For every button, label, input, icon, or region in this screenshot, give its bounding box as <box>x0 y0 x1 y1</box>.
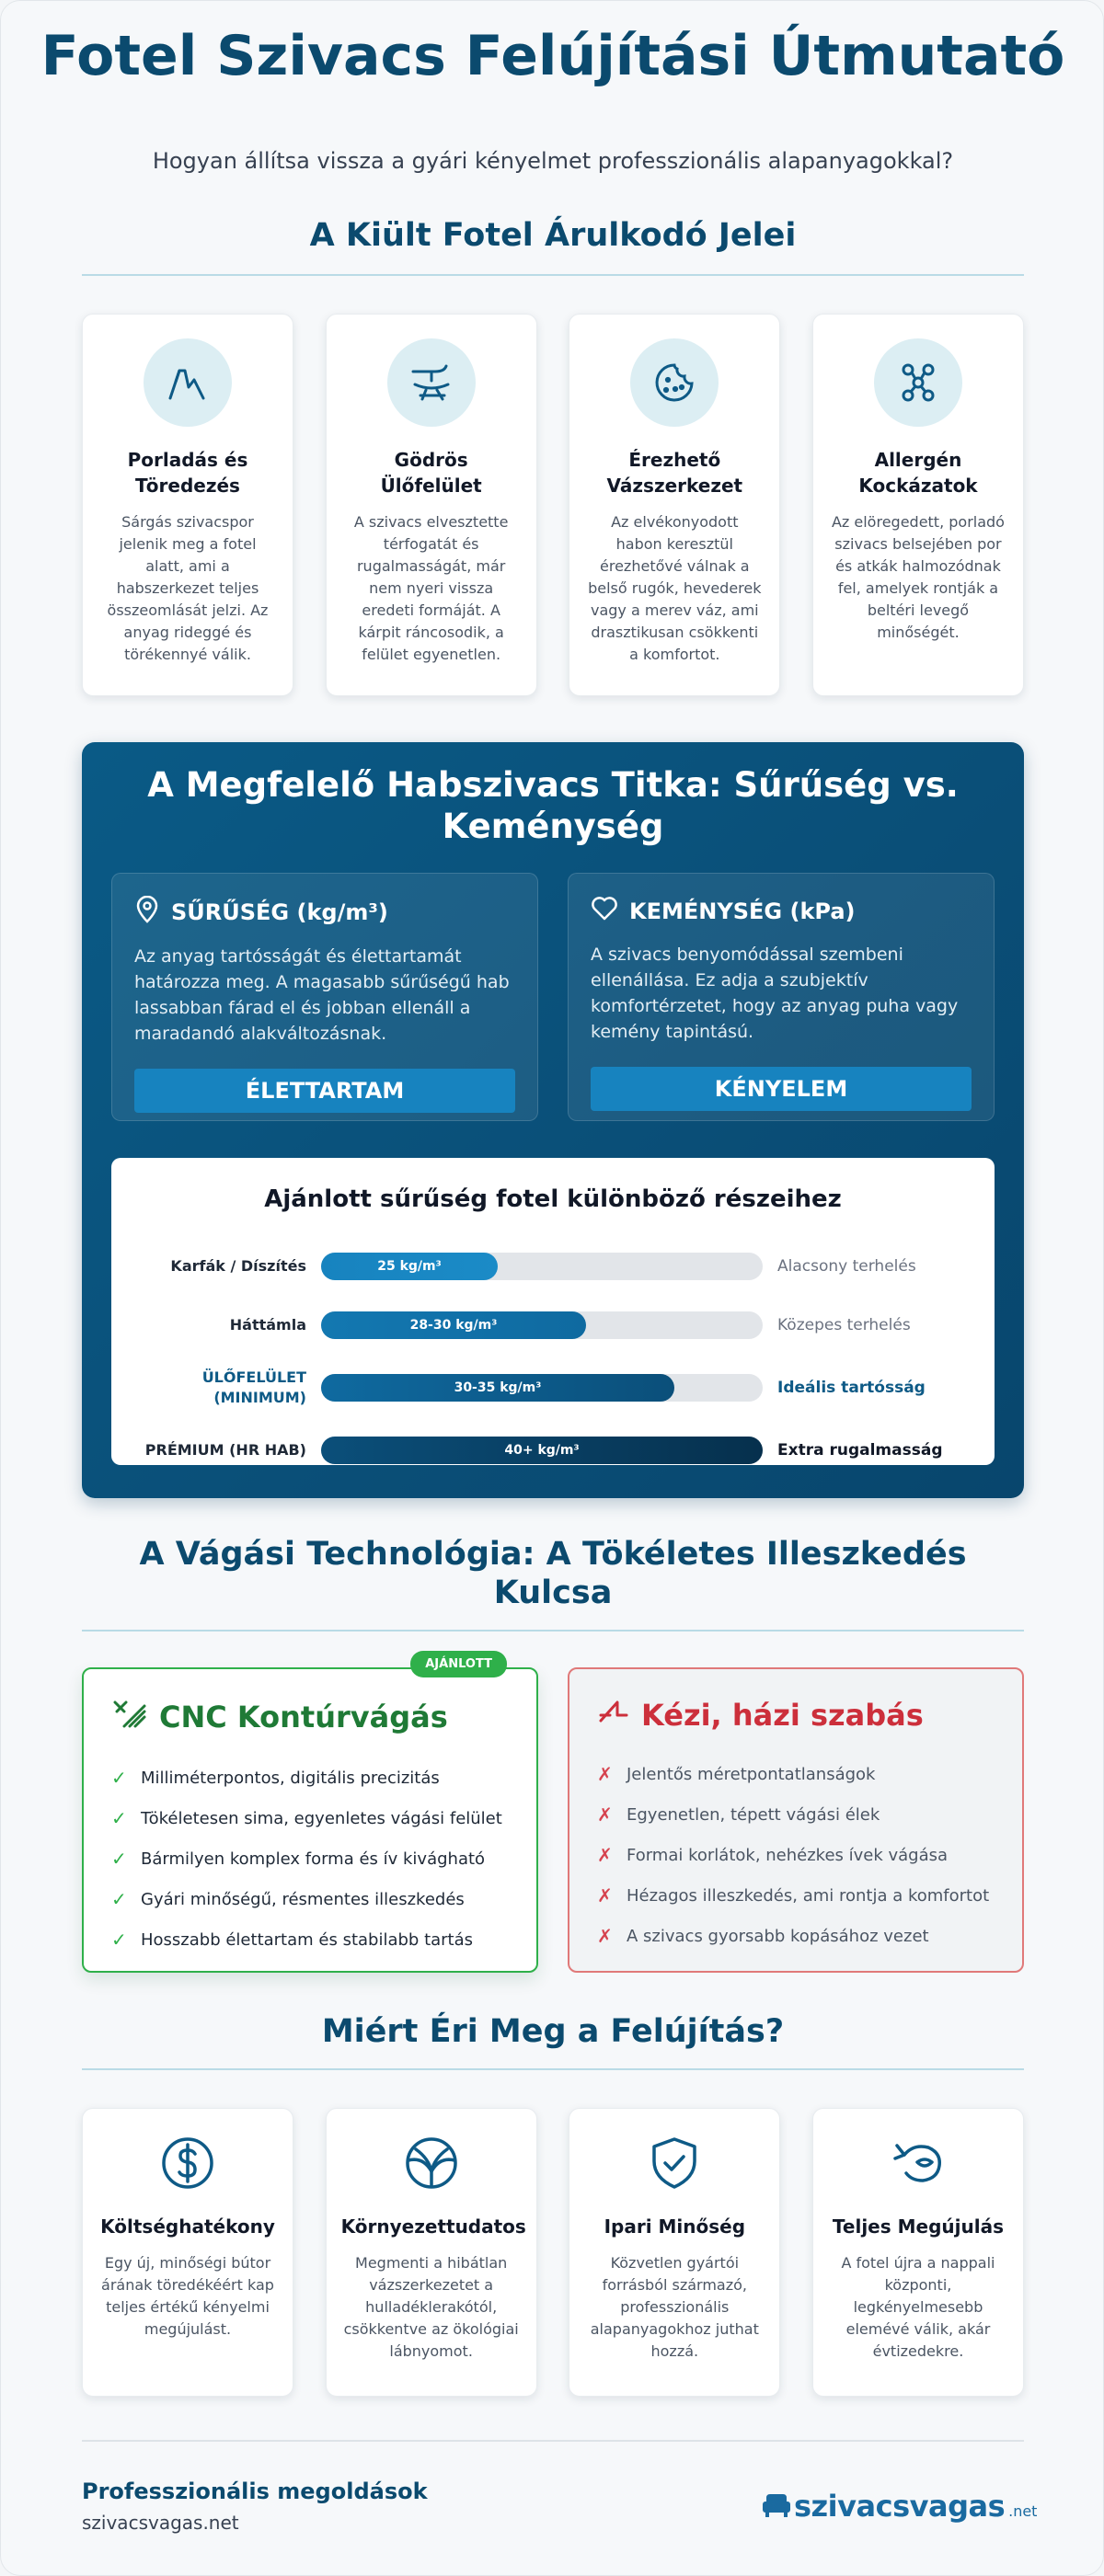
logo-tld: .net <box>1008 2502 1038 2520</box>
recommendation-panel <box>111 1158 995 1465</box>
list-item <box>597 1835 995 1875</box>
benefit-card-eco <box>326 2108 537 2397</box>
signs-cards <box>82 314 1024 696</box>
sign-card-text: A szivacs elvesztette térfogatát és rugalmasságát, már nem nyeri vissza eredeti formáját. A kárpit ráncosodik, a felület egyenetlen. <box>353 513 509 663</box>
manual-cutting-card <box>568 1667 1024 1973</box>
brand-logo[interactable] <box>763 2490 1037 2522</box>
recommendation-row <box>111 1241 995 1292</box>
list-item <box>111 1838 509 1879</box>
page-subtitle: Hogyan állítsa vissza a gyári kényelmet professzionális alapanyagokkal? <box>152 148 954 174</box>
cross-icon: ✗ <box>597 1925 613 1947</box>
check-icon: ✓ <box>111 1929 127 1951</box>
benefit-title: Környezettudatos <box>340 2215 526 2238</box>
sagging-seat-icon <box>387 338 476 427</box>
list-item-text: Hézagos illeszkedés, ami rontja a komfortot <box>627 1885 990 1906</box>
list-item-text: Hosszabb élettartam és stabilabb tartás <box>141 1929 474 1950</box>
benefit-card-cost <box>82 2108 293 2397</box>
check-icon: ✓ <box>111 1888 127 1910</box>
recommendation-label: Karfák / Díszítés <box>170 1257 306 1275</box>
sign-card-allergen <box>812 314 1024 696</box>
sign-card-text: Az elöregedett, porladó szivacs belsejében por és atkák halmozódnak fel, amelyek rontják a beltéri levegő minőségét. <box>831 513 1005 641</box>
benefits-cards <box>82 2108 1024 2397</box>
density-section <box>82 742 1024 1498</box>
recommendation-row <box>111 1299 995 1351</box>
recommendation-title: Ajánlott sűrűség fotel különböző részeihez <box>264 1185 842 1213</box>
footer-divider <box>82 2440 1024 2442</box>
recommendation-note: Ideális tartósság <box>777 1379 926 1397</box>
recommendation-note: Alacsony terhelés <box>777 1257 916 1276</box>
check-icon: ✓ <box>111 1767 127 1789</box>
sign-card-title: Porladás és Töredezés <box>127 449 248 497</box>
list-item <box>111 1919 509 1960</box>
check-icon: ✓ <box>111 1848 127 1870</box>
list-item <box>597 1754 995 1794</box>
signs-divider <box>82 274 1024 276</box>
recommendation-bar: 40+ kg/m³ <box>321 1437 763 1464</box>
sign-card-frame <box>569 314 780 696</box>
recommendation-label: Háttámla <box>229 1316 306 1334</box>
density-title: A Megfelelő Habszivacs Titka: Sűrűség vs. Keménység <box>147 765 959 846</box>
list-item <box>111 1757 509 1798</box>
renew-icon <box>828 2133 1008 2193</box>
density-box-tag: ÉLETTARTAM <box>134 1069 515 1113</box>
list-item-text: Bármilyen komplex forma és ív kivágható <box>141 1849 486 1869</box>
list-item <box>597 1875 995 1916</box>
list-item-text: Egyenetlen, tépett vágási élek <box>627 1804 880 1825</box>
list-item-text: Milliméterpontos, digitális precizitás <box>141 1768 440 1788</box>
manual-cutting-title: Kézi, házi szabás <box>641 1698 924 1733</box>
dollar-icon <box>98 2133 278 2193</box>
knife-icon <box>597 1697 630 1734</box>
list-item-text: Tökéletesen sima, egyenletes vágási felület <box>141 1808 502 1828</box>
recommendation-row <box>111 1358 995 1417</box>
recommendation-label: PRÉMIUM (HR HAB) <box>144 1441 306 1459</box>
cnc-cutting-title: CNC Kontúrvágás <box>159 1700 448 1735</box>
benefit-text: Közvetlen gyártói forrásból származó, professzionális alapanyagokhoz juthat hozzá. <box>590 2254 759 2360</box>
heart-icon <box>591 896 618 927</box>
location-pin-icon <box>134 896 160 929</box>
hardness-box <box>568 873 995 1121</box>
density-box <box>111 873 538 1121</box>
benefit-card-quality <box>569 2108 780 2397</box>
list-item <box>111 1879 509 1919</box>
density-box-text: Az anyag tartósságát és élettartamát határozza meg. A magasabb sűrűségű hab lassabban fárad el és jobban ellenáll a maradandó alakváltozásnak. <box>134 946 510 1044</box>
sign-card-sagging <box>326 314 537 696</box>
hardness-box-title: KEMÉNYSÉG (kPa) <box>629 899 856 924</box>
signs-title: A Kiült Fotel Árulkodó Jelei <box>309 217 797 254</box>
benefits-title: Miért Éri Meg a Felújítás? <box>321 2013 785 2050</box>
leaf-icon <box>341 2133 522 2193</box>
sign-card-title: Érezhető Vázszerkezet <box>606 449 743 497</box>
sign-card-title: Allergén Kockázatok <box>858 449 978 497</box>
list-item-text: A szivacs gyorsabb kopásához vezet <box>627 1926 929 1946</box>
cross-icon: ✗ <box>597 1844 613 1866</box>
recommendation-track <box>321 1311 763 1339</box>
list-item-text: Formai korlátok, nehézkes ívek vágása <box>627 1845 949 1865</box>
recommendation-track <box>321 1437 763 1464</box>
shield-check-icon <box>584 2133 765 2193</box>
footer-url[interactable]: szivacsvagas.net <box>82 2512 239 2534</box>
benefit-text: Megmenti a hibátlan vázszerkezetet a hulladéklerakótól, csökkentve az ökológiai lábnyomot. <box>343 2254 519 2360</box>
hardness-box-tag: KÉNYELEM <box>591 1067 972 1111</box>
list-item-text: Jelentős méretpontatlanságok <box>627 1764 876 1784</box>
sign-card-text: Az elvékonyodott habon keresztül érezhetővé válnak a belső rugók, hevederek vagy a merev váz, ami drasztikusan csökkenti a komfortot. <box>588 513 762 663</box>
cross-icon: ✗ <box>597 1884 613 1906</box>
hardness-box-text: A szivacs benyomódással szembeni ellenállása. Ez adja a szubjektív komfortérzetet, hogy az anyag puha vagy kemény tapintású. <box>591 945 959 1042</box>
check-icon: ✓ <box>111 1807 127 1829</box>
benefit-text: Egy új, minőségi bútor árának töredékéért kap teljes értékű kényelmi megújulást. <box>101 2254 274 2338</box>
page-title: Fotel Szivacs Felújítási Útmutató <box>40 24 1065 88</box>
benefit-title: Költséghatékony <box>100 2215 275 2238</box>
density-box-title: SŰRŰSÉG (kg/m³) <box>171 899 388 925</box>
sign-card-text: Sárgás szivacspor jelenik meg a fotel alatt, ami a habszerkezet teljes összeomlását jelzi. Az anyag rideggé és törékennyé válik. <box>107 513 269 663</box>
recommendation-bar: 28-30 kg/m³ <box>321 1311 586 1339</box>
cnc-benefits-list <box>111 1757 509 1960</box>
benefit-card-renewal <box>812 2108 1024 2397</box>
footer-title: Professzionális megoldások <box>82 2479 428 2504</box>
cnc-cut-icon <box>111 1697 148 1737</box>
sign-card-title: Gödrös Ülőfelület <box>380 449 482 497</box>
benefit-title: Teljes Megújulás <box>832 2215 1004 2238</box>
list-item <box>597 1794 995 1835</box>
sign-card-crumbling <box>82 314 293 696</box>
cutting-divider <box>82 1630 1024 1631</box>
logo-wordmark: szivacsvagas <box>794 2489 1006 2524</box>
recommendation-note: Extra rugalmasság <box>777 1441 943 1460</box>
list-item-text: Gyári minőségű, résmentes illeszkedés <box>141 1889 465 1909</box>
recommendation-track <box>321 1374 763 1402</box>
list-item <box>597 1916 995 1956</box>
recommendation-label: ÜLŐFELÜLET (MINIMUM) <box>201 1368 306 1406</box>
sofa-logo-icon <box>763 2492 790 2522</box>
allergen-icon <box>874 338 962 427</box>
crumbling-icon <box>144 338 232 427</box>
benefit-text: A fotel újra a nappali központi, legkényelmesebb elemévé válik, akár évtizedekre. <box>841 2254 995 2360</box>
recommendation-row <box>111 1425 995 1476</box>
recommendation-note: Közepes terhelés <box>777 1316 911 1334</box>
recommended-badge: AJÁNLOTT <box>410 1651 507 1677</box>
cross-icon: ✗ <box>597 1803 613 1826</box>
cookie-icon <box>630 338 719 427</box>
recommendation-bar: 30-35 kg/m³ <box>321 1374 674 1402</box>
cross-icon: ✗ <box>597 1763 613 1785</box>
benefits-divider <box>82 2068 1024 2070</box>
recommendation-bar: 25 kg/m³ <box>321 1253 498 1280</box>
cutting-title: A Vágási Technológia: A Tökéletes Illeszkedés Kulcsa <box>139 1536 967 1611</box>
recommendation-track <box>321 1253 763 1280</box>
manual-drawbacks-list <box>597 1754 995 1956</box>
cnc-cutting-card <box>82 1657 538 1973</box>
list-item <box>111 1798 509 1838</box>
benefit-title: Ipari Minőség <box>604 2215 746 2238</box>
